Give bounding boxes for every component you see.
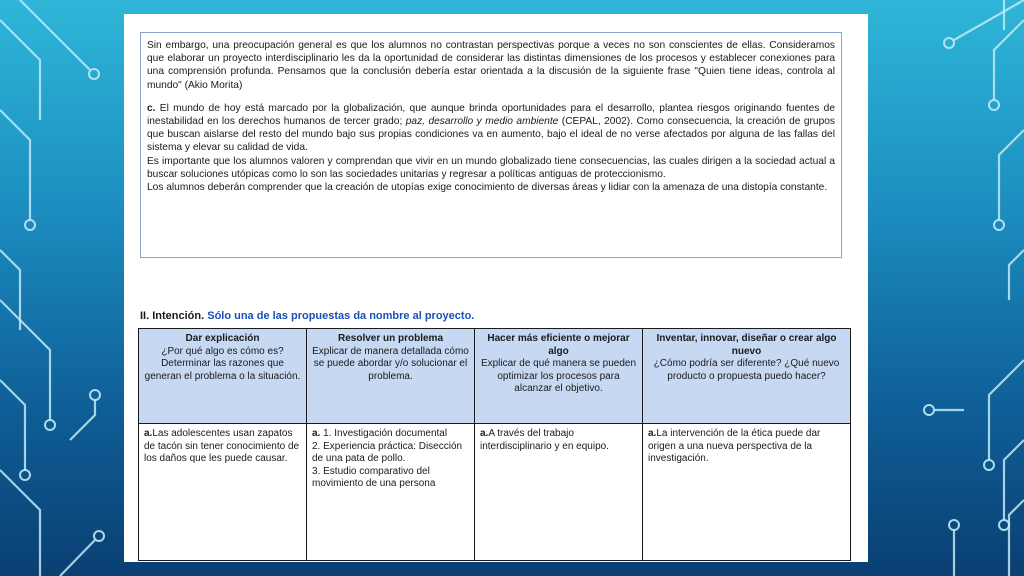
table-cell [139, 424, 307, 561]
table-cell [643, 424, 851, 561]
cell-label: a. [312, 428, 321, 439]
section-heading [140, 310, 474, 322]
circuit-decoration-right [894, 0, 1024, 576]
section-subtitle: Sólo una de las propuestas da nombre al proyecto. [207, 310, 475, 322]
header-cell [307, 329, 475, 424]
paragraph-students: Los alumnos deberán comprender que la creación de utopías exige conocimiento de diversas áreas y lidiar con la amenaza de una distopía constante. [147, 182, 828, 194]
header-cell [643, 329, 851, 424]
table-cell [307, 424, 475, 561]
paragraph-c-italic: paz, desarrollo y medio ambiente [405, 116, 559, 128]
header-title: Hacer más eficiente o mejorar algo [487, 333, 630, 357]
cell-label: a. [648, 428, 657, 439]
cell-label: a. [144, 428, 153, 439]
paragraph-c-end: (CEPAL, 2002). Como consecuencia, la creación de grupos que buscan aislarse del resto del mundo bajo sus propias condiciones va en aumento, bajo el ideal de no verse afectados por alguna de las fallas del sistema y elevar su calidad de vida. [147, 116, 836, 154]
table-cell [475, 424, 643, 561]
text-box [140, 32, 842, 258]
header-desc: ¿Cómo podría ser diferente? ¿Qué nuevo producto o propuesta puedo hacer? [653, 358, 840, 382]
section-number: II. Intención. [140, 310, 205, 322]
header-cell [475, 329, 643, 424]
cell-text: Las adolescentes usan zapatos de tacón sin tener conocimiento de los daños que les puede causar. [144, 428, 300, 465]
header-title: Dar explicación [185, 333, 260, 344]
header-desc: ¿Por qué algo es cómo es? Determinar las razones que generan el problema o la situación. [144, 345, 301, 382]
paragraph-c-text: El mundo de hoy está marcado por la globalización, que aunque brinda oportunidades para el desarrollo, plantea riesgos originando fuentes de inestabilidad en los derechos humanos de tercer grado; [147, 102, 835, 128]
header-title: Inventar, innovar, diseñar o crear algo nuevo [656, 333, 837, 357]
header-cell [139, 329, 307, 424]
header-desc: Explicar de manera detallada cómo se puede abordar y/o solucionar el problema. [312, 345, 469, 382]
circuit-decoration-left [0, 0, 130, 576]
table-header-row [139, 329, 851, 424]
paragraph-intro: Sin embargo, una preocupación general es que los alumnos no contrastan perspectivas porque a veces no son conscientes de ellas. Consideramos que elaborar un proyecto interdisciplinario les da la oportunidad de considerar las distintas dimensiones de los procesos y establecer conexiones para una comprensión profunda. Pensamos que la conclusión debería estar orientada a la discusión de la siguiente frase "Quien tiene ideas, controla al mundo" (Akio Morita) [147, 40, 835, 91]
header-title: Resolver un problema [337, 333, 444, 344]
cell-text: 1. Investigación documental [323, 428, 448, 439]
cell-text: A través del trabajo interdisciplinario y en equipo. [480, 428, 609, 452]
cell-list-item: 3. Estudio comparativo del movimiento de una persona [312, 465, 436, 490]
table-row [139, 424, 851, 561]
paragraph-c-label: c. [147, 102, 156, 114]
cell-list-item: 2. Experiencia práctica: Disección de una pata de pollo. [312, 440, 463, 465]
cell-label: a. [480, 428, 489, 439]
document-page [124, 14, 868, 562]
cell-text: La intervención de la ética puede dar origen a una nueva perspectiva de la investigación. [648, 428, 821, 465]
intention-table [138, 328, 851, 561]
header-desc: Explicar de qué manera se pueden optimizar los procesos para alcanzar el objetivo. [480, 358, 637, 395]
paragraph-importance: Es importante que los alumnos valoren y comprendan que vivir en un mundo globalizado tiene consecuencias, las cuales dirigen a la sociedad actual a buscar soluciones utópicas como lo son las sociedades unitarias y regresar a políticas antiguas de proteccionismo. [147, 155, 835, 180]
paragraph-c [147, 102, 835, 155]
cell-list-item [312, 428, 469, 441]
